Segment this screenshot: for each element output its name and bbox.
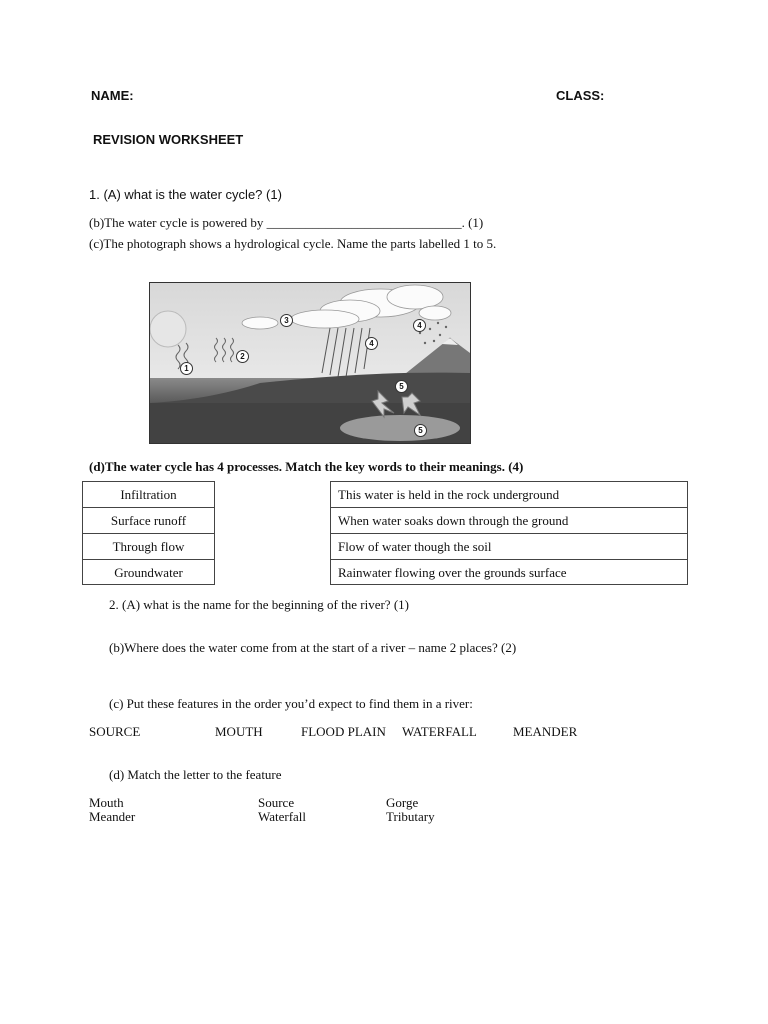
diagram-label-5b: 5: [414, 424, 427, 437]
meaning-cell: When water soaks down through the ground: [331, 508, 687, 534]
match-item: Waterfall: [258, 809, 307, 824]
q2d-question: (d) Match the letter to the feature: [109, 767, 282, 782]
q2a-question: 2. (A) what is the name for the beginning of the river? (1): [109, 597, 409, 612]
feature-waterfall: WATERFALL: [402, 724, 477, 739]
keyword-table: [82, 481, 215, 585]
diagram-label-4b: 4: [413, 319, 426, 332]
sun-icon: [150, 311, 186, 347]
feature-meander: MEANDER: [513, 724, 578, 739]
meaning-table: [330, 481, 688, 585]
diagram-label-5a: 5: [395, 380, 408, 393]
meaning-cell: Rainwater flowing over the grounds surface: [338, 565, 567, 580]
water-cycle-illustration: [150, 283, 470, 443]
keyword-cell: Surface runoff: [83, 508, 214, 534]
match-item: Mouth: [89, 795, 124, 810]
keyword-cell: Through flow: [83, 534, 214, 560]
worksheet-title: REVISION WORKSHEET: [93, 132, 244, 147]
meaning-cell: Flow of water though the soil: [331, 534, 687, 560]
diagram-label-4a: 4: [365, 337, 378, 350]
groundwater-icon: [340, 415, 460, 441]
feature-flood-plain: FLOOD PLAIN: [301, 724, 386, 739]
keyword-cell: Groundwater: [114, 565, 183, 580]
meaning-cell: This water is held in the rock underground: [331, 482, 687, 508]
q2c-question: (c) Put these features in the order you’d expect to find them in a river:: [109, 696, 473, 711]
diagram-label-2: 2: [236, 350, 249, 363]
water-cycle-diagram: [149, 282, 471, 444]
match-item: Gorge: [386, 795, 419, 810]
q2b-question: (b)Where does the water come from at the start of a river – name 2 places? (2): [109, 640, 517, 655]
q1d-question: (d)The water cycle has 4 processes. Match the key words to their meanings. (4): [89, 459, 524, 474]
q1c-question: (c)The photograph shows a hydrological cycle. Name the parts labelled 1 to 5.: [89, 236, 497, 251]
match-item: Source: [258, 795, 295, 810]
keyword-cell: Infiltration: [83, 482, 214, 508]
class-label: CLASS:: [556, 88, 605, 103]
feature-source: SOURCE: [89, 724, 141, 739]
diagram-label-1: 1: [180, 362, 193, 375]
feature-mouth: MOUTH: [215, 724, 263, 739]
match-item: Meander: [89, 809, 136, 824]
diagram-label-3: 3: [280, 314, 293, 327]
q1a-question: 1. (A) what is the water cycle? (1): [89, 187, 282, 202]
name-label: NAME:: [91, 88, 134, 103]
q1b-question: (b)The water cycle is powered by ______________________________. (1): [89, 215, 484, 230]
match-item: Tributary: [386, 809, 435, 824]
